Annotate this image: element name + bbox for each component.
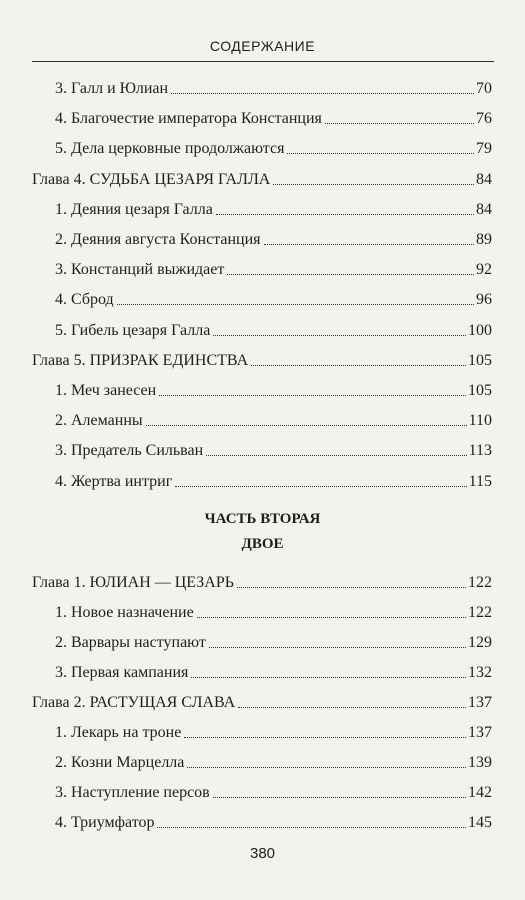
toc-entry-title: 2. Алеманны — [55, 412, 143, 430]
dot-leader — [197, 616, 466, 618]
dot-leader — [146, 424, 467, 426]
toc-entry-page: 115 — [468, 472, 492, 490]
toc-entry-title: 5. Дела церковные продолжаются — [55, 140, 285, 158]
toc-entry-page: 96 — [476, 291, 492, 309]
toc-entry-title: Глава 4. СУДЬБА ЦЕЗАРЯ ГАЛЛА — [32, 170, 271, 188]
dot-leader — [237, 586, 466, 588]
toc-section-entry — [0, 435, 525, 461]
dot-leader — [191, 676, 466, 678]
toc-entry-page: 122 — [468, 574, 492, 591]
part-label: ЧАСТЬ ВТОРАЯ — [204, 511, 321, 527]
toc-entry-page: 100 — [468, 321, 492, 339]
toc-section-entry — [0, 405, 525, 431]
dot-leader — [184, 736, 466, 738]
dot-leader — [213, 796, 466, 798]
toc-section-entry — [0, 777, 525, 803]
part-name: ДВОЕ — [241, 536, 284, 552]
toc-entry-title: 4. Жертва интриг — [55, 472, 173, 490]
toc-entry-title: Глава 1. ЮЛИАН — ЦЕЗАРЬ — [32, 574, 234, 591]
toc-section-entry — [0, 627, 525, 653]
toc-section-entry — [0, 254, 525, 280]
toc-entry-title: 1. Лекарь на троне — [55, 724, 182, 741]
toc-entry-title: 4. Благочестие императора Констанция — [55, 110, 322, 128]
toc-entry-title: 5. Гибель цезаря Галла — [55, 321, 211, 339]
toc-entry-title: 1. Деяния цезаря Галла — [55, 200, 213, 218]
toc-entry-title: 4. Триумфатор — [55, 814, 155, 831]
toc-entry-page: 70 — [476, 80, 492, 97]
toc-entry-page: 137 — [468, 694, 492, 711]
dot-leader — [216, 213, 474, 215]
toc-entry-page: 105 — [468, 351, 492, 369]
dot-leader — [206, 454, 466, 456]
toc-entry-page: 139 — [468, 754, 492, 771]
toc-entry-title: 1. Новое назначение — [55, 604, 194, 621]
toc-entry-title: 3. Наступление персов — [55, 784, 210, 801]
dot-leader — [117, 303, 474, 305]
dot-leader — [175, 485, 466, 487]
dot-leader — [157, 826, 466, 828]
toc-entry-page: 122 — [468, 604, 492, 621]
toc-entry-title: Глава 5. ПРИЗРАК ЕДИНСТВА — [32, 351, 249, 369]
toc-section-entry — [0, 466, 525, 492]
dot-leader — [227, 273, 474, 275]
toc-chapter-entry — [0, 345, 525, 371]
toc-section-entry — [0, 224, 525, 250]
toc-entry-title: 3. Первая кампания — [55, 664, 189, 681]
toc-entry-page: 129 — [468, 634, 492, 651]
toc-section-entry — [0, 103, 525, 129]
toc-section-entry — [0, 284, 525, 310]
toc-entry-title: 4. Сброд — [55, 291, 114, 309]
toc-entry-page: 89 — [476, 231, 492, 248]
page-number: 380 — [249, 845, 276, 862]
toc-entry-page: 142 — [468, 784, 492, 801]
toc-entry-title: 3. Предатель Сильван — [55, 442, 204, 460]
toc-entry-page: 113 — [468, 442, 492, 460]
toc-section-entry — [0, 807, 525, 833]
toc-entry-title: Глава 2. РАСТУЩАЯ СЛАВА — [32, 694, 236, 711]
toc-section-entry — [0, 717, 525, 743]
dot-leader — [209, 646, 466, 648]
toc-entry-page: 132 — [468, 664, 492, 681]
toc-entry-title: 3. Галл и Юлиан — [55, 80, 169, 97]
toc-entry-title: 2. Деяния августа Констанция — [55, 231, 261, 248]
toc-entry-title: 1. Меч занесен — [55, 382, 157, 399]
toc-entry-title: 2. Козни Марцелла — [55, 754, 185, 771]
toc-entry-page: 76 — [476, 110, 492, 128]
toc-section-entry — [0, 375, 525, 401]
dot-leader — [171, 92, 474, 94]
dot-leader — [238, 706, 466, 708]
toc-entry-page: 110 — [468, 412, 492, 430]
toc-chapter-entry — [0, 164, 525, 190]
dot-leader — [287, 152, 474, 154]
toc-entry-title: 3. Констанций выжидает — [55, 261, 225, 279]
toc-entry-title: 2. Варвары наступают — [55, 634, 206, 651]
toc-section-entry — [0, 747, 525, 773]
toc-section-entry — [0, 73, 525, 99]
toc-section-entry — [0, 133, 525, 159]
running-header: СОДЕРЖАНИЕ — [209, 38, 316, 54]
toc-entry-page: 145 — [468, 814, 492, 831]
toc-entry-page: 105 — [468, 382, 492, 399]
toc-section-entry — [0, 194, 525, 220]
toc-entry-page: 79 — [476, 140, 492, 158]
dot-leader — [251, 364, 466, 366]
header-rule — [32, 61, 494, 62]
dot-leader — [187, 766, 466, 768]
toc-chapter-entry — [0, 567, 525, 593]
dot-leader — [325, 122, 474, 124]
toc-section-entry — [0, 657, 525, 683]
dot-leader — [264, 243, 474, 245]
toc-section-entry — [0, 597, 525, 623]
dot-leader — [213, 334, 466, 336]
toc-section-entry — [0, 315, 525, 341]
toc-entry-page: 84 — [476, 170, 492, 188]
toc-entry-page: 92 — [476, 261, 492, 279]
dot-leader — [273, 183, 474, 185]
toc-entry-page: 137 — [468, 724, 492, 741]
toc-chapter-entry — [0, 687, 525, 713]
dot-leader — [159, 394, 466, 396]
toc-entry-page: 84 — [476, 200, 492, 218]
